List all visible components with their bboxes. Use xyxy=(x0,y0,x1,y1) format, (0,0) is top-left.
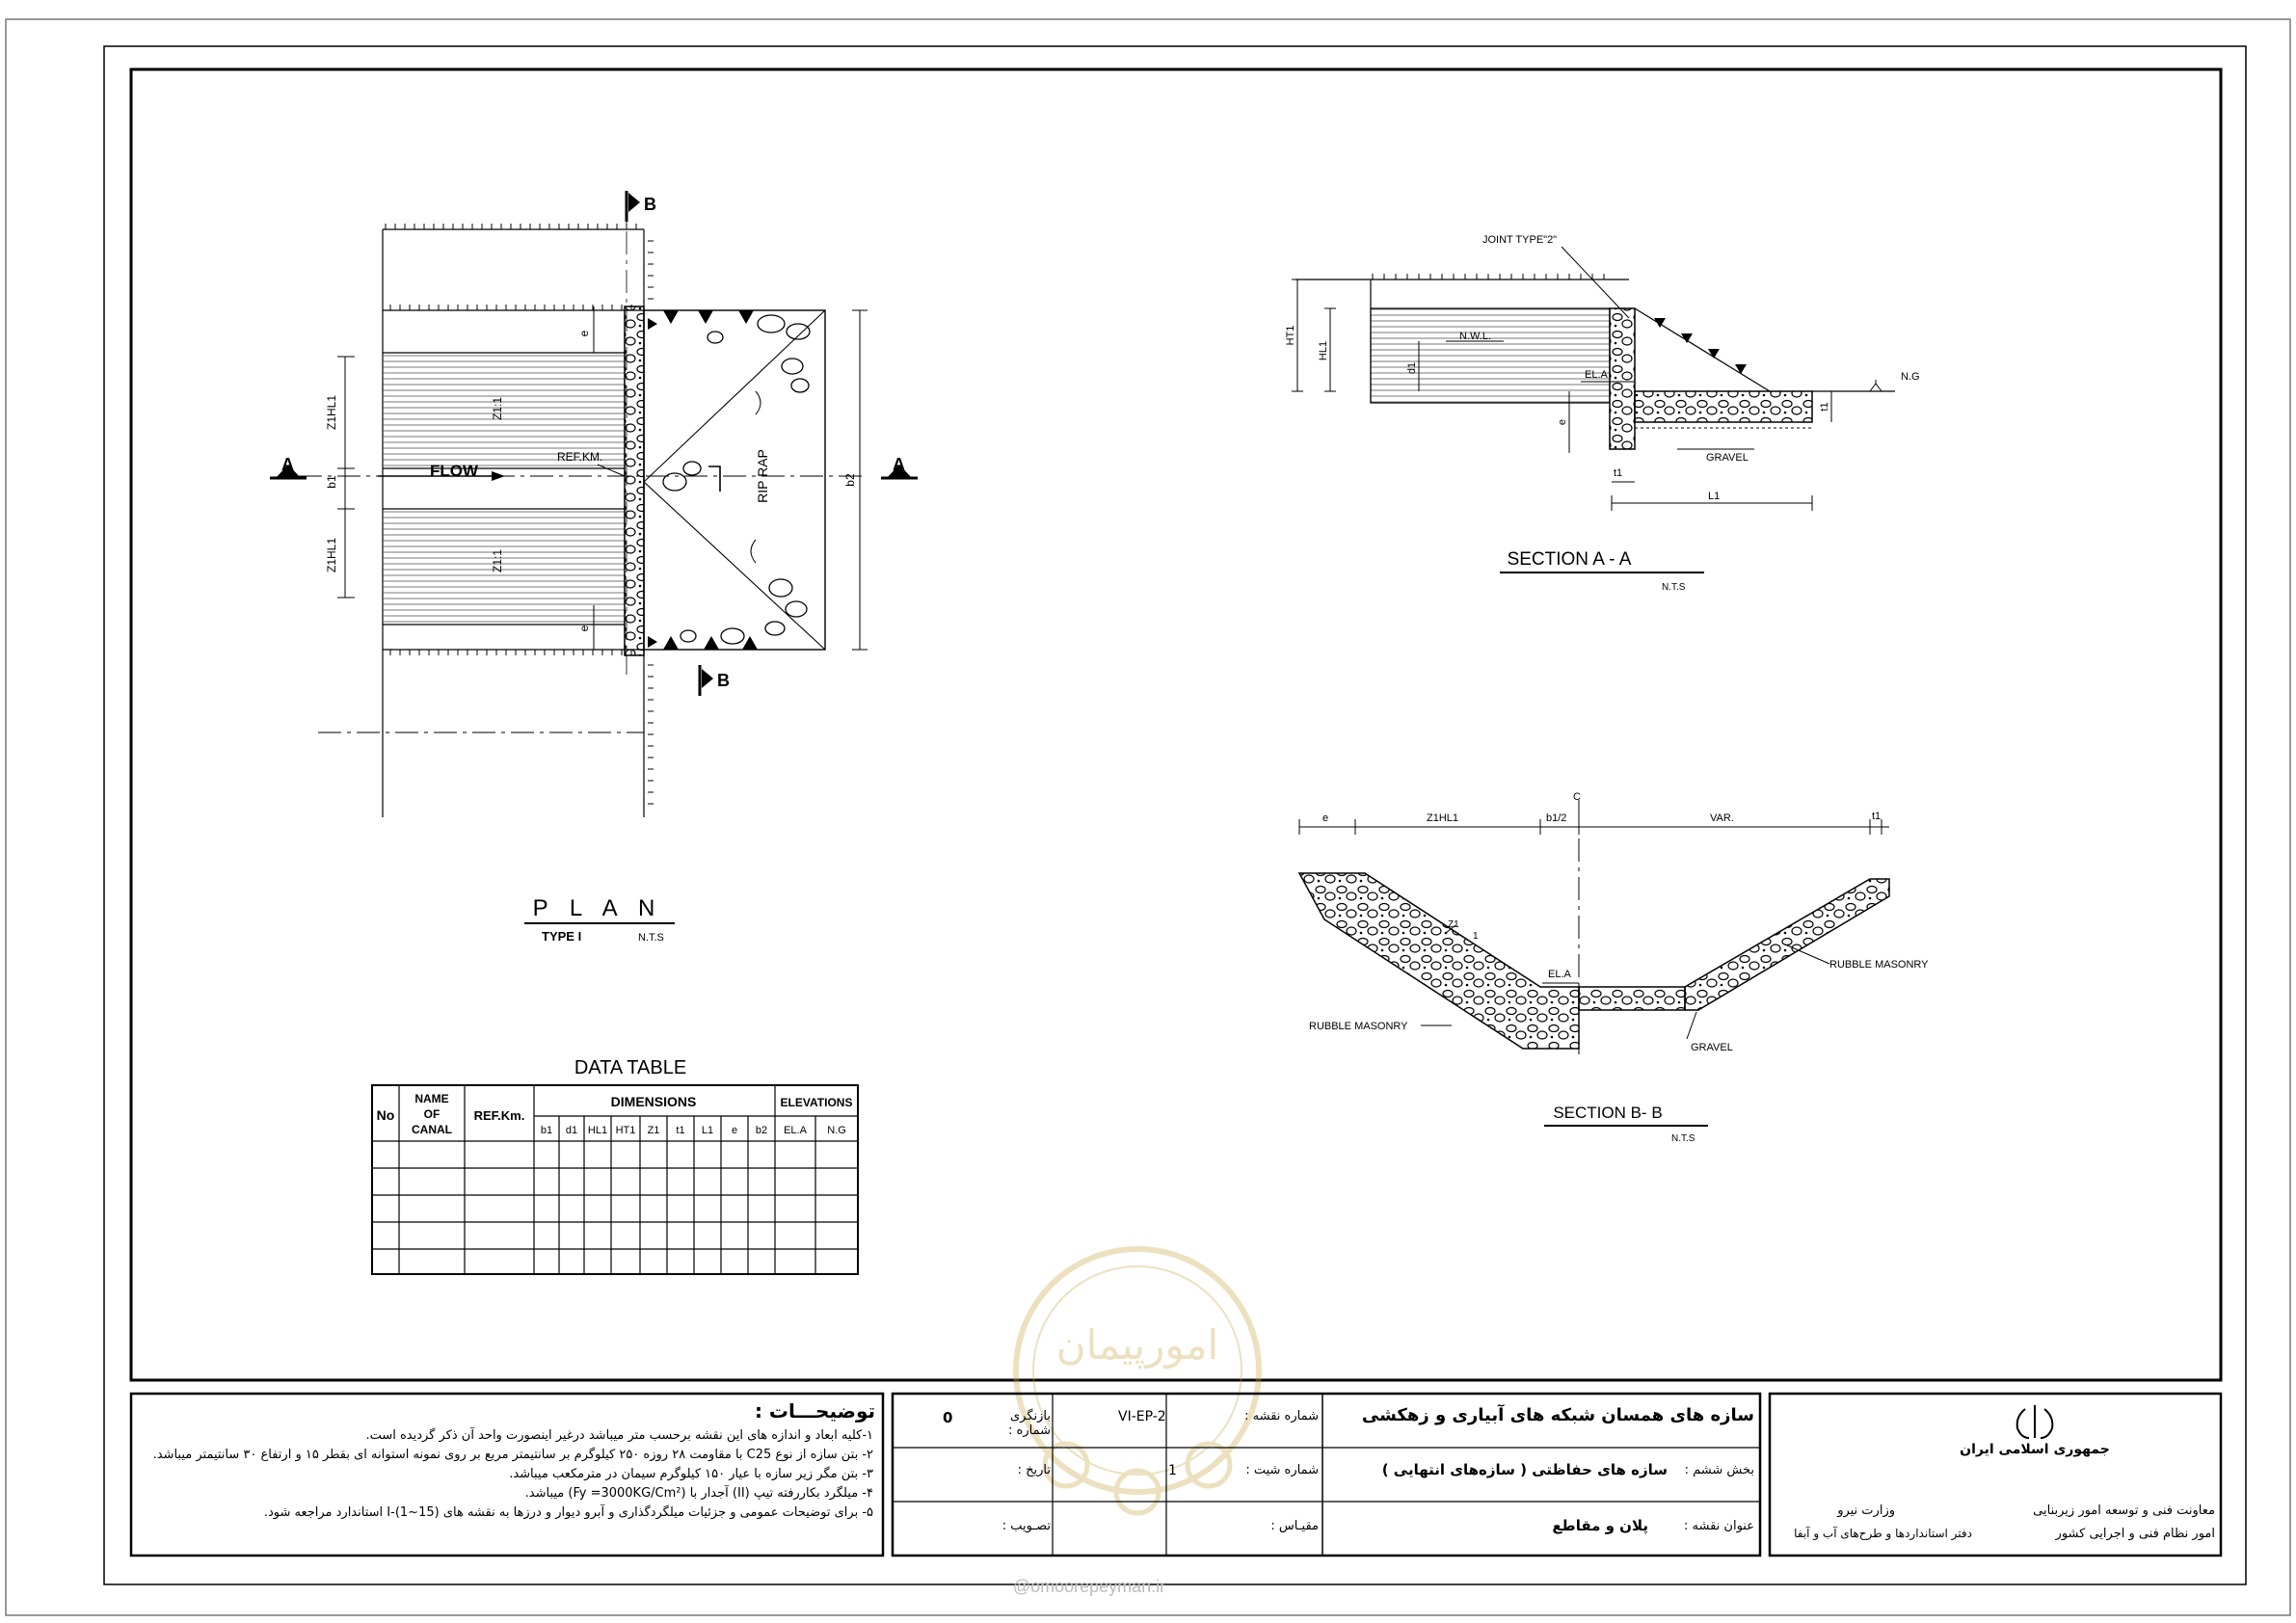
notes-title: توضیحـــات : xyxy=(754,1399,875,1423)
data-table-col-t1: t1 xyxy=(676,1125,685,1136)
bb-gravel-label: GRAVEL xyxy=(1691,1042,1733,1053)
data-table-col-ng: N.G xyxy=(827,1125,846,1136)
date-label: تاریخ : xyxy=(1017,1463,1051,1477)
drawing-no-label: شماره نقشه : xyxy=(1244,1409,1319,1423)
data-table xyxy=(372,1057,858,1274)
watermark-site: @omoorepeyman.ir xyxy=(1012,1577,1166,1596)
note-line-1: ۱-کلیه ابعاد و اندازه های این نقشه برحسب متر میباشد درغیر اینصورت واحد آن ذکر گردیده است. xyxy=(365,1428,873,1443)
data-table-col-name-2: OF xyxy=(423,1107,441,1121)
aa-dim-d1: d1 xyxy=(1406,361,1418,375)
aa-scale: N.T.S xyxy=(1662,582,1686,593)
aa-dim-hl1: HL1 xyxy=(1318,340,1329,361)
drawing-no-value: VI-EP-2 xyxy=(1118,1409,1166,1424)
aa-end-wall xyxy=(1610,308,1635,449)
drawing-title-label: عنوان نقشه : xyxy=(1684,1519,1754,1533)
data-table-col-z1: Z1 xyxy=(647,1125,660,1136)
iran-emblem-icon xyxy=(2017,1405,2053,1438)
bb-dim-t1: t1 xyxy=(1872,811,1882,822)
scale-label: مقیـاس : xyxy=(1270,1519,1319,1533)
plan-flow-label: FLOW xyxy=(430,462,479,480)
sheet-label: شماره شیت : xyxy=(1245,1463,1319,1477)
data-table-col-d1: d1 xyxy=(565,1125,578,1136)
org-bureau: دفتر استانداردها و طرح‌های آب و آبفا xyxy=(1794,1527,1972,1540)
data-table-col-b1: b1 xyxy=(540,1125,553,1136)
plan-riprap-stones xyxy=(663,315,810,644)
plan-slope-label-bottom: Z1:1 xyxy=(491,548,504,573)
bb-bottom-apron xyxy=(1579,987,1685,1010)
aa-apron xyxy=(1635,391,1812,422)
plan-slope-label-top: Z1:1 xyxy=(491,396,504,421)
drawing-area-border xyxy=(131,69,2221,1380)
data-table-col-ela: EL.A xyxy=(784,1125,807,1136)
org-deputy: معاونت فنی و توسعه امور زیربنایی xyxy=(2033,1503,2215,1518)
plan-dim-b1: b1 xyxy=(325,475,338,489)
aa-dim-l1: L1 xyxy=(1708,491,1721,502)
aa-nwl-label: N.W.L. xyxy=(1459,331,1492,342)
data-table-col-b2: b2 xyxy=(755,1125,768,1136)
plan-subtitle: TYPE I xyxy=(542,929,582,944)
data-table-col-no: No xyxy=(376,1107,395,1123)
data-table-col-l1: L1 xyxy=(701,1125,714,1136)
section-value: سازه های حفاظتی ( سازه‌های انتهایی ) xyxy=(1381,1461,1668,1478)
aa-dim-t1-bottom: t1 xyxy=(1614,467,1623,479)
plan-title: P L A N xyxy=(532,895,663,921)
plan-section-a-left: A xyxy=(281,455,294,474)
data-table-col-ref: REF.Km. xyxy=(473,1108,525,1123)
note-line-3: ۳- بتن مگر زیر سازه با عیار ۱۵۰ کیلوگرم سیمان در مترمکعب میباشد. xyxy=(509,1467,873,1481)
bb-dim-b1-2: b1/2 xyxy=(1546,812,1567,824)
plan-dim-b2: b2 xyxy=(843,473,857,487)
approval-label: تصـویب : xyxy=(1001,1519,1051,1533)
note-line-4: ۴- میلگرد بکاررفته تیپ (II) آجدار با (Fy =3000KG/Cm²) میباشد. xyxy=(524,1486,873,1501)
plan-dim-z1hl1-top: Z1HL1 xyxy=(325,394,338,431)
aa-water-body xyxy=(1371,308,1610,403)
bb-rubble-right: RUBBLE MASONRY xyxy=(1829,959,1929,971)
bb-title: SECTION B- B xyxy=(1553,1104,1663,1122)
note-line-2: ۲- بتن سازه از نوع C25 با مقاومت ۲۸ روزه ۲۵۰ کیلوگرم بر سانتیمتر مربع بر روی نمونه استوانه ای بقطر ۱۵ و ارتفاع ۳۰ سانتیمتر میباشد. xyxy=(152,1448,873,1462)
plan-section-b-top: B xyxy=(644,195,656,214)
aa-dim-e: e xyxy=(1557,418,1568,426)
main-title: سازه های همسان شبکه های آبیاری و زهکشی xyxy=(1361,1405,1754,1425)
bb-scale: N.T.S xyxy=(1671,1133,1695,1144)
data-table-title: DATA TABLE xyxy=(574,1057,687,1078)
plan-riprap-label: RIP RAP xyxy=(755,449,770,503)
outer-frame xyxy=(6,19,2290,1615)
plan-dim-z1hl1-bottom: Z1HL1 xyxy=(325,537,338,573)
bb-ela-label: EL.A xyxy=(1548,969,1571,980)
bb-rubble-left: RUBBLE MASONRY xyxy=(1309,1021,1408,1032)
bb-center-label: C xyxy=(1573,791,1581,803)
plan-end-wall xyxy=(625,306,644,655)
aa-ng-label: N.G xyxy=(1901,371,1920,383)
aa-ela-label: EL.A xyxy=(1585,369,1608,381)
plan-section-b-bottom: B xyxy=(717,671,730,690)
plan-riprap-apron xyxy=(644,310,825,650)
plan-dim-e-bottom: e xyxy=(577,625,591,632)
revision-value: 0 xyxy=(943,1409,953,1426)
bb-right-slope xyxy=(1685,879,1889,1010)
plan-dim-e-top: e xyxy=(577,330,591,337)
data-table-col-name-1: NAME xyxy=(414,1092,449,1105)
revision-label: بازنگری شماره : xyxy=(1008,1409,1051,1438)
plan-section-a-right: A xyxy=(893,455,905,474)
watermark-logo-text: امورپیمان xyxy=(1055,1322,1219,1368)
plan-ref-label: REF.KM. xyxy=(557,450,603,464)
data-table-col-e: e xyxy=(731,1125,738,1136)
aa-joint-label: JOINT TYPE"2" xyxy=(1482,234,1558,246)
plan-riprap-triangles xyxy=(648,310,758,650)
aa-dim-t1-right: t1 xyxy=(1819,402,1830,412)
note-line-5: ۵- برای توضیحات عمومی و جزئیات میلگردگذاری و آبرو دیوار و درزها به نقشه های (15~1)-I استاندارد مراجعه شود. xyxy=(263,1505,873,1520)
bb-slope-1: 1 xyxy=(1473,931,1479,942)
data-table-col-name-3: CANAL xyxy=(412,1123,452,1136)
aa-gravel-label: GRAVEL xyxy=(1706,452,1749,464)
bb-dim-e: e xyxy=(1322,812,1329,824)
bb-slope-z1: Z1 xyxy=(1448,919,1459,930)
section-label: بخش ششم : xyxy=(1684,1463,1754,1477)
plan-scale: N.T.S xyxy=(638,932,664,944)
bb-dim-z1hl1: Z1HL1 xyxy=(1427,812,1459,824)
notes-list xyxy=(141,1426,873,1523)
aa-dim-ht1: HT1 xyxy=(1285,325,1296,346)
org-country: جمهوری اسلامی ایران xyxy=(1960,1442,2110,1457)
data-table-col-hl1: HL1 xyxy=(587,1125,608,1136)
plan-view xyxy=(270,191,918,944)
org-ministry: وزارت نیرو xyxy=(1837,1503,1895,1518)
section-bb xyxy=(1299,791,1929,1144)
data-table-col-ht1: HT1 xyxy=(615,1125,636,1136)
data-table-group-elevations: ELEVATIONS xyxy=(780,1096,853,1109)
section-aa xyxy=(1285,234,1920,593)
drawing-title: پلان و مقاطع xyxy=(1552,1517,1648,1534)
bb-dim-var: VAR. xyxy=(1710,812,1734,824)
org-office: امور نظام فنی و اجرایی کشور xyxy=(2055,1527,2215,1541)
aa-title: SECTION A - A xyxy=(1507,549,1632,570)
sheet-value: 1 xyxy=(1168,1463,1177,1478)
data-table-group-dimensions: DIMENSIONS xyxy=(610,1094,697,1109)
